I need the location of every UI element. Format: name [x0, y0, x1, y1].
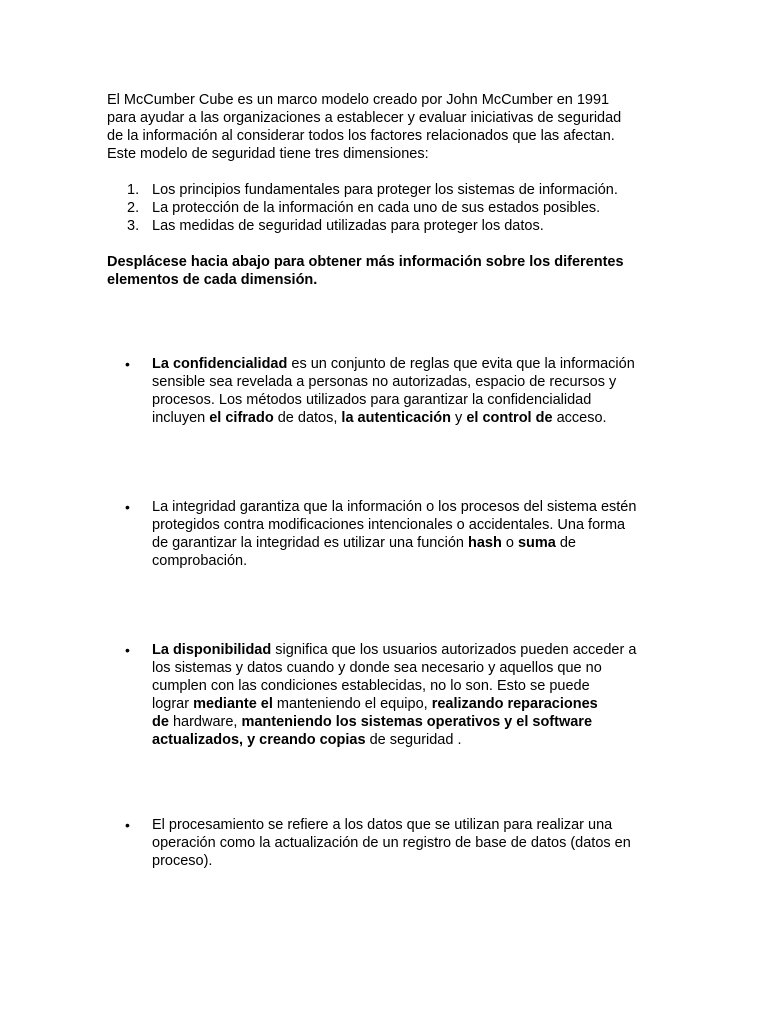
body-text: La integridad garantiza que la información o los procesos del sistema estén — [152, 499, 637, 515]
body-text: manteniendo el equipo, — [272, 696, 432, 712]
intro-line: El McCumber Cube es un marco modelo creado por John McCumber en 1991 — [107, 92, 610, 108]
body-text: sensible sea revelada a personas no autorizadas, espacio de recursos y — [152, 374, 617, 390]
body-text: El procesamiento se refiere a los datos que se utilizan para realizar una — [152, 817, 613, 833]
list-number: 2. — [127, 200, 140, 216]
body-text: cumplen con las condiciones establecidas, no lo son. Esto se puede — [152, 678, 590, 694]
term-bold: de — [152, 714, 169, 730]
body-text: significa que los usuarios autorizados pueden acceder a — [271, 642, 637, 658]
body-text: hardware, — [168, 714, 242, 730]
scroll-instruction-line: Desplácese hacia abajo para obtener más información sobre los diferentes — [107, 254, 624, 270]
disponibilidad-text — [152, 641, 660, 749]
list-number: 3. — [127, 218, 140, 234]
body-text: lograr — [152, 696, 194, 712]
body-text: procesos. Los métodos utilizados para garantizar la confidencialidad — [152, 392, 592, 408]
integridad-item — [125, 498, 660, 570]
dimension-text: Los principios fundamentales para proteger los sistemas de información. — [152, 182, 618, 198]
body-text: protegidos contra modificaciones intencionales o accidentales. Una forma — [152, 517, 626, 533]
bullet-icon: • — [125, 499, 130, 515]
bullet-icon: • — [125, 356, 130, 372]
body-text: es un conjunto de reglas que evita que la información — [287, 356, 635, 372]
term-bold: el control de — [466, 410, 553, 426]
bullet-icon: • — [125, 642, 130, 658]
term-bold: La confidencialidad — [152, 356, 288, 372]
term-bold: la autenticación — [341, 410, 452, 426]
integridad-text — [152, 498, 660, 570]
dimension-item — [107, 199, 667, 217]
body-text: o — [501, 535, 518, 551]
body-text: de seguridad . — [365, 732, 462, 748]
body-text: operación como la actualización de un registro de base de datos (datos en — [152, 835, 631, 851]
bullet-icon: • — [125, 817, 130, 833]
term-bold: hash — [467, 535, 502, 551]
scroll-instruction — [107, 253, 667, 289]
disponibilidad-item — [125, 641, 660, 749]
confidencialidad-item — [125, 355, 660, 427]
body-text: proceso). — [152, 853, 213, 869]
body-text: de datos, — [273, 410, 342, 426]
term-bold: La disponibilidad — [152, 642, 272, 658]
body-text: y — [451, 410, 467, 426]
dimension-item — [107, 181, 667, 199]
term-bold: actualizados, y creando copias — [152, 732, 366, 748]
term-bold: realizando reparaciones — [431, 696, 598, 712]
dimensions-list — [107, 181, 667, 235]
term-bold: manteniendo los sistemas operativos y el software — [241, 714, 593, 730]
dimension-text: Las medidas de seguridad utilizadas para proteger los datos. — [152, 218, 544, 234]
body-text: los sistemas y datos cuando y donde sea necesario y aquellos que no — [152, 660, 602, 676]
term-bold: suma — [517, 535, 556, 551]
dimension-item — [107, 217, 667, 235]
body-text: de garantizar la integridad es utilizar una función — [152, 535, 468, 551]
procesamiento-text — [152, 816, 660, 870]
body-text: de — [555, 535, 577, 551]
list-number: 1. — [127, 182, 140, 198]
term-bold: el cifrado — [209, 410, 274, 426]
intro-paragraph — [107, 91, 667, 163]
scroll-instruction-line: elementos de cada dimensión. — [107, 272, 318, 288]
intro-line: Este modelo de seguridad tiene tres dimensiones: — [107, 146, 429, 162]
term-bold: mediante el — [193, 696, 273, 712]
procesamiento-item — [125, 816, 660, 870]
body-text: comprobación. — [152, 553, 248, 569]
body-text: acceso. — [552, 410, 607, 426]
intro-line: para ayudar a las organizaciones a establecer y evaluar iniciativas de seguridad — [107, 110, 622, 126]
dimension-text: La protección de la información en cada uno de sus estados posibles. — [152, 200, 601, 216]
body-text: incluyen — [152, 410, 210, 426]
confidencialidad-text — [152, 355, 660, 427]
intro-line: de la información al considerar todos los factores relacionados que las afectan. — [107, 128, 615, 144]
